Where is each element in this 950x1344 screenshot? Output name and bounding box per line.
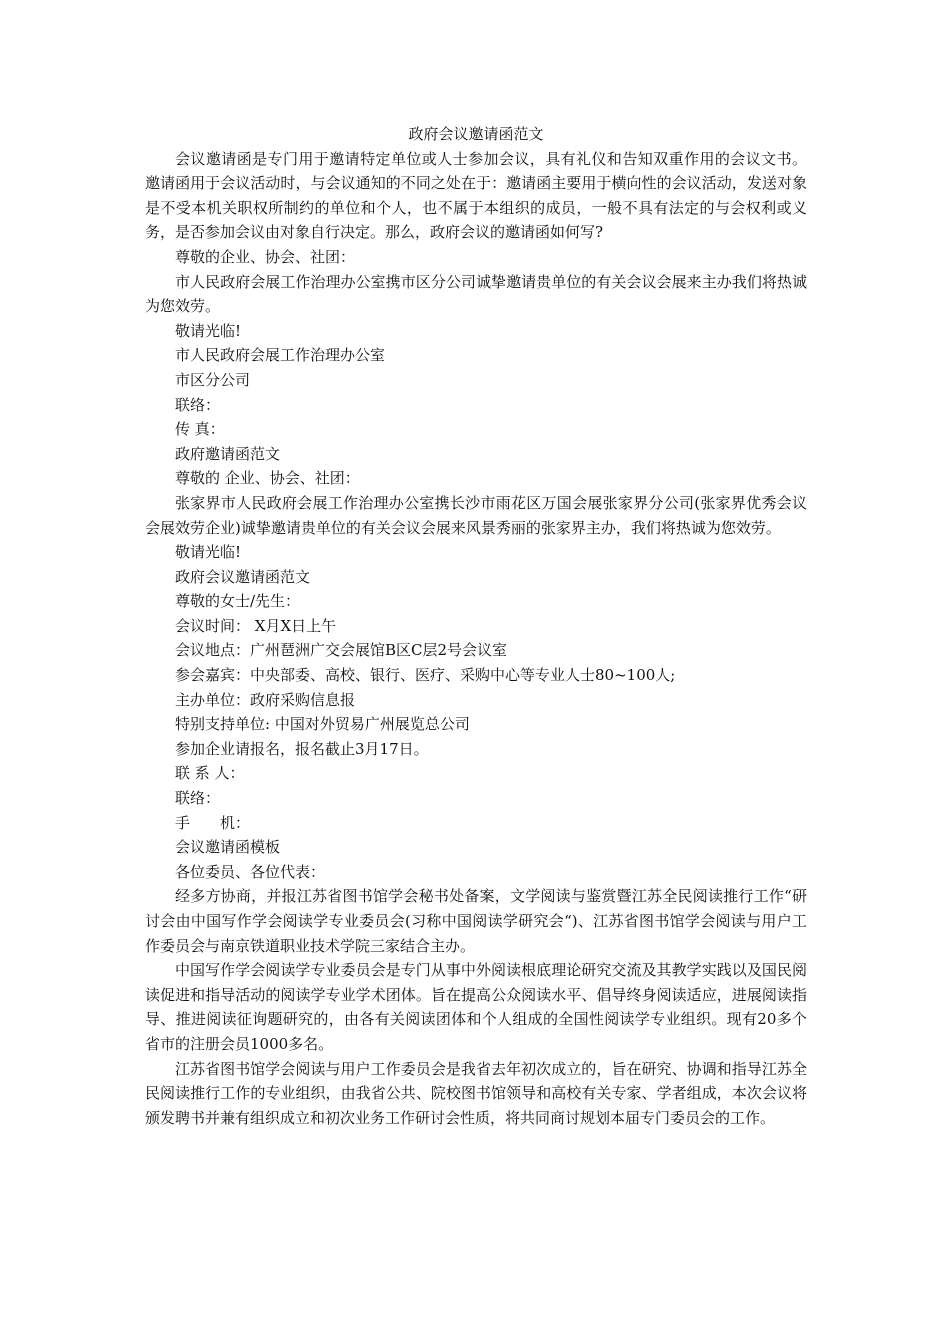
organizer: 主办单位：政府采购信息报: [175, 690, 356, 709]
closing-1: 敬请光临!: [175, 321, 242, 340]
salutation-4: 各位委员、各位代表：: [175, 862, 326, 881]
salutation-1: 尊敬的企业、协会、社团：: [175, 247, 356, 266]
section-heading-2: 政府邀请函范文: [175, 444, 281, 463]
intro-paragraph: 会议邀请函是专门用于邀请特定单位或人士参加会议，具有礼仪和告知双重作用的会议文书。 邀请函用于会议活动时，与会议通知的不同之处在于：邀请函主要用于横向性的会议活动，发送对象是不受本机关职权所制约的单位和个人，也不属于本组织的成员，一般不具有法定的与会权利或义务，是否参加会议由对象自行决定。那么，政府会议的邀请函如何写?: [145, 149, 807, 242]
document-page: [145, 122, 807, 1130]
section-heading-4: 会议邀请函模板: [175, 838, 281, 857]
body-paragraph-3: 经多方协商，并报江苏省图书馆学会秘书处备案，文学阅读与鉴赏暨江苏全民阅读推行工作“研讨会由中国写作学会阅读学专业委员会(习称中国阅读学研究会“)、江苏省图书馆学会阅读与用户工作委员会与南京铁道职业技术学院三家结合主办。: [145, 887, 807, 955]
invitation-paragraph-1: 市人民政府会展工作治理办公室携市区分公司诚挚邀请贵单位的有关会议会展来主办我们将热诚为您效劳。: [145, 272, 807, 316]
meeting-location: 会议地点：广州琶洲广交会展馆B区C层2号会议室: [175, 641, 508, 660]
registration-deadline: 参加企业请报名，报名截止3月17日。: [175, 739, 429, 758]
closing-2: 敬请光临!: [175, 543, 242, 562]
invitation-paragraph-2: 张家界市人民政府会展工作治理办公室携长沙市雨花区万国会展张家界分公司(张家界优秀会议会展效劳企业)诚挚邀请贵单位的有关会议会展来风景秀丽的张家界主办，我们将热诚为您效劳。: [145, 493, 807, 537]
body-paragraph-4: 中国写作学会阅读学专业委员会是专门从事中外阅读根底理论研究交流及其教学实践以及国民阅读促进和指导活动的阅读学专业学术团体。旨在提高公众阅读水平、倡导终身阅读适应，进展阅读指导、推进阅读征询题研究的，由各有关阅读团体和个人组成的全国性阅读学专业组织。现有20多个省市的注册会员1000多名。: [145, 961, 807, 1053]
sender-branch: 市区分公司: [175, 370, 251, 389]
body-paragraph-5: 江苏省图书馆学会阅读与用户工作委员会是我省去年初次成立的，旨在研究、协调和指导江苏全民阅读推行工作的专业组织，由我省公共、院校图书馆领导和高校有关专家、学者组成，本次会议将颁发聘书并兼有组织成立和初次业务工作研讨会性质，将共同商讨规划本届专门委员会的工作。: [145, 1059, 807, 1127]
fax-line: 传 真：: [175, 420, 225, 439]
meeting-guests: 参会嘉宾：中央部委、高校、银行、医疗、采购中心等专业人士80~100人;: [175, 666, 676, 685]
special-supporter: 特别支持单位: 中国对外贸易广州展览总公司: [175, 715, 470, 734]
mobile-line: 手 机：: [175, 813, 251, 832]
contact-person: 联 系 人：: [175, 764, 245, 783]
contact-line-2: 联络：: [175, 789, 221, 808]
section-heading-3: 政府会议邀请函范文: [175, 567, 311, 586]
contact-line: 联络：: [175, 395, 221, 414]
salutation-2: 尊敬的 企业、协会、社团：: [175, 469, 360, 488]
document-title: 政府会议邀请函范文: [408, 125, 544, 143]
meeting-time: 会议时间： X月X日上午: [175, 616, 337, 635]
salutation-3: 尊敬的女士/先生：: [175, 592, 301, 611]
sender-office: 市人民政府会展工作治理办公室: [175, 346, 386, 365]
